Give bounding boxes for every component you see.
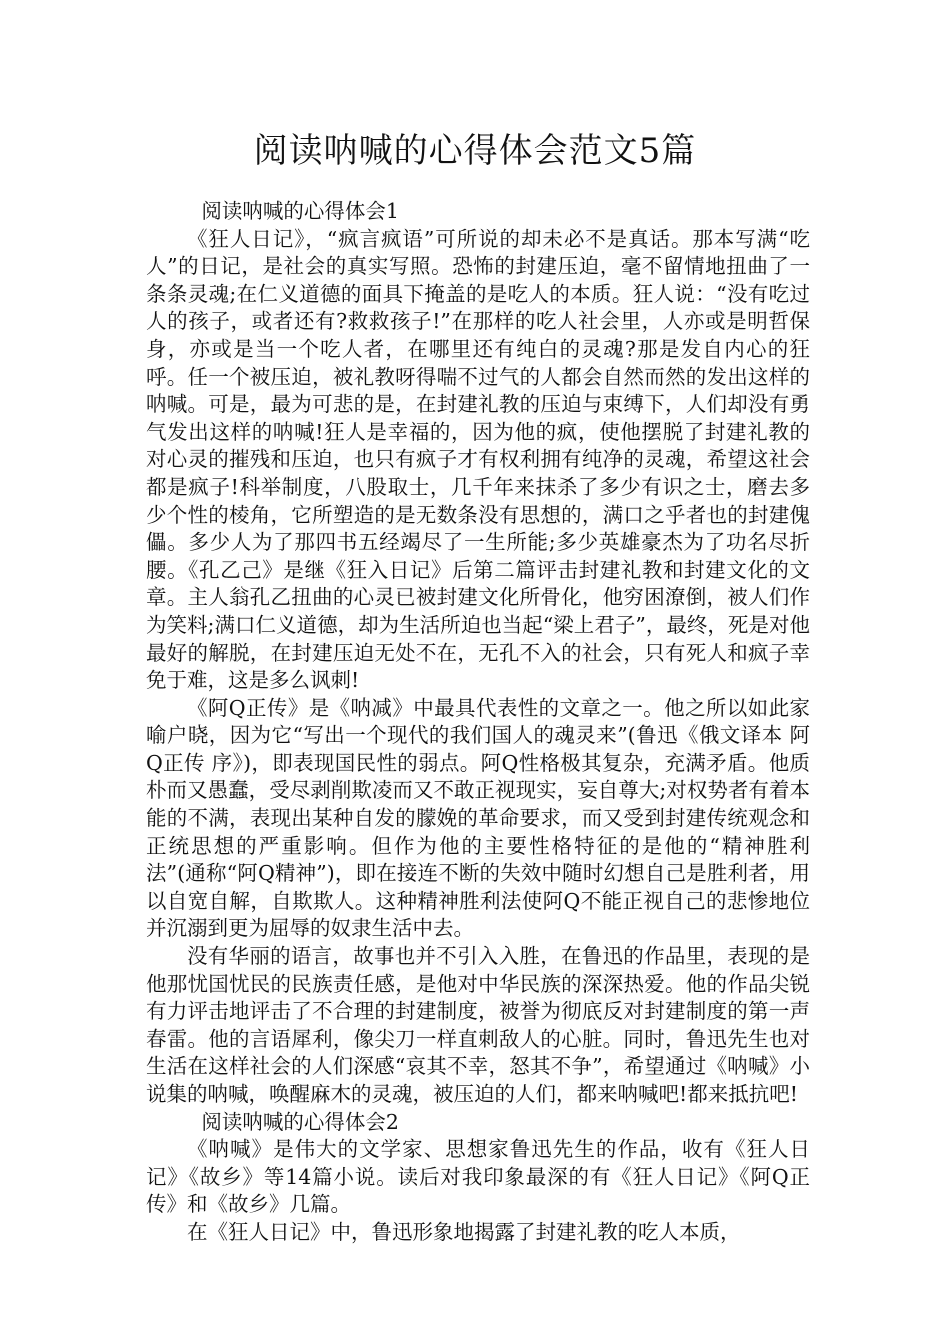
section-2-paragraph-1: 《呐喊》是伟大的文学家、思想家鲁迅先生的作品，收有《狂人日记》《故乡》等14篇小说。读后对我印象最深的有《狂人日记》《阿Q正传》和《故乡》几篇。 — [146, 1137, 810, 1217]
document-body — [146, 198, 810, 1247]
section-2-paragraph-2: 在《狂人日记》中，鲁迅形象地揭露了封建礼教的吃人本质， — [187, 1219, 741, 1244]
section-1-paragraph-3: 没有华丽的语言，故事也并不引入入胜，在鲁迅的作品里，表现的是他那忧国忧民的民族责任感，是他对中华民族的深深热爱。他的作品尖锐有力评击地评击了不合理的封建制度，被誉为彻底反对封建制度的第一声春雷。他的言语犀利，像尖刀一样直刺敌人的心脏。同时，鲁迅先生也对生活在这样社会的人们深感“哀其不幸，怒其不争”，希望通过《呐喊》小说集的呐喊，唤醒麻木的灵魂，被压迫的人们，都来呐喊吧!都来抵抗吧! — [146, 944, 810, 1106]
section-1-paragraph-2: 《阿Q正传》是《呐减》中最具代表性的文章之一。他之所以如此家喻户晓，因为它“写出一个现代的我们国人的魂灵来”(鲁迅《俄文译本 阿Q正传 序》)，即表现国民性的弱点。阿Q性格极其复杂，充满矛盾。他质朴而又愚蠢，受尽剥削欺凌而又不敢正视现实，妄自尊大;对权势者有着本能的不满，表现出某种自发的朦娩的革命要求，而又受到封建传统观念和正统思想的严重影响。但作为他的主要性格特征的是他的“精神胜利法”(通称“阿Q精神”)，即在接连不断的失效中随时幻想自己是胜利者，用以自宽自解，自欺欺人。这种精神胜利法使阿Q不能正视自己的悲惨地位并沉溺到更为屈辱的奴隶生活中去。 — [146, 695, 810, 941]
section-1-paragraph-1: 《狂人日记》，“疯言疯语”可所说的却未必不是真话。那本写满“吃人”的日记，是社会的真实写照。恐怖的封建压迫，毫不留情地扭曲了一条条灵魂;在仁义道德的面具下掩盖的是吃人的本质。狂人说：“没有吃过人的孩子，或者还有?救救孩子!”在那样的吃人社会里，人亦或是明哲保身，亦或是当一个吃人者，在哪里还有纯白的灵魂?那是发自内心的狂呼。任一个被压迫，被礼教呀得喘不过气的人都会自然而然的发出这样的呐喊。可是，最为可悲的是，在封建礼教的压迫与束缚下，人们却没有勇气发出这样的呐喊!狂人是幸福的，因为他的疯，使他摆脱了封建礼教的对心灵的摧残和压迫，也只有疯子才有权利拥有纯净的灵魂，希望这社会都是疯子!科举制度，八股取士，几千年来抹杀了多少有识之士，磨去多少个性的棱角，它所塑造的是无数条没有思想的，满口之乎者也的封建傀儡。多少人为了那四书五经竭尽了一生所能;多少英雄豪杰为了功名尽折腰。《孔乙己》是继《狂入日记》后第二篇评击封建礼教和封建文化的文章。主人翁孔乙扭曲的心灵已被封建文化所骨化，他穷困潦倒，被人们作为笑料;满口仁义道德，却为生活所迫也当起“梁上君子”，最终，死是对他最好的解脱，在封建压迫无处不在，无孔不入的社会，只有死人和疯子幸免于难，这是多么讽刺! — [146, 226, 810, 693]
document-title: 阅读呐喊的心得体会范文5篇 — [253, 131, 697, 171]
section-heading-2: 阅读呐喊的心得体会2 — [201, 1109, 399, 1134]
section-heading-1: 阅读呐喊的心得体会1 — [201, 199, 399, 223]
